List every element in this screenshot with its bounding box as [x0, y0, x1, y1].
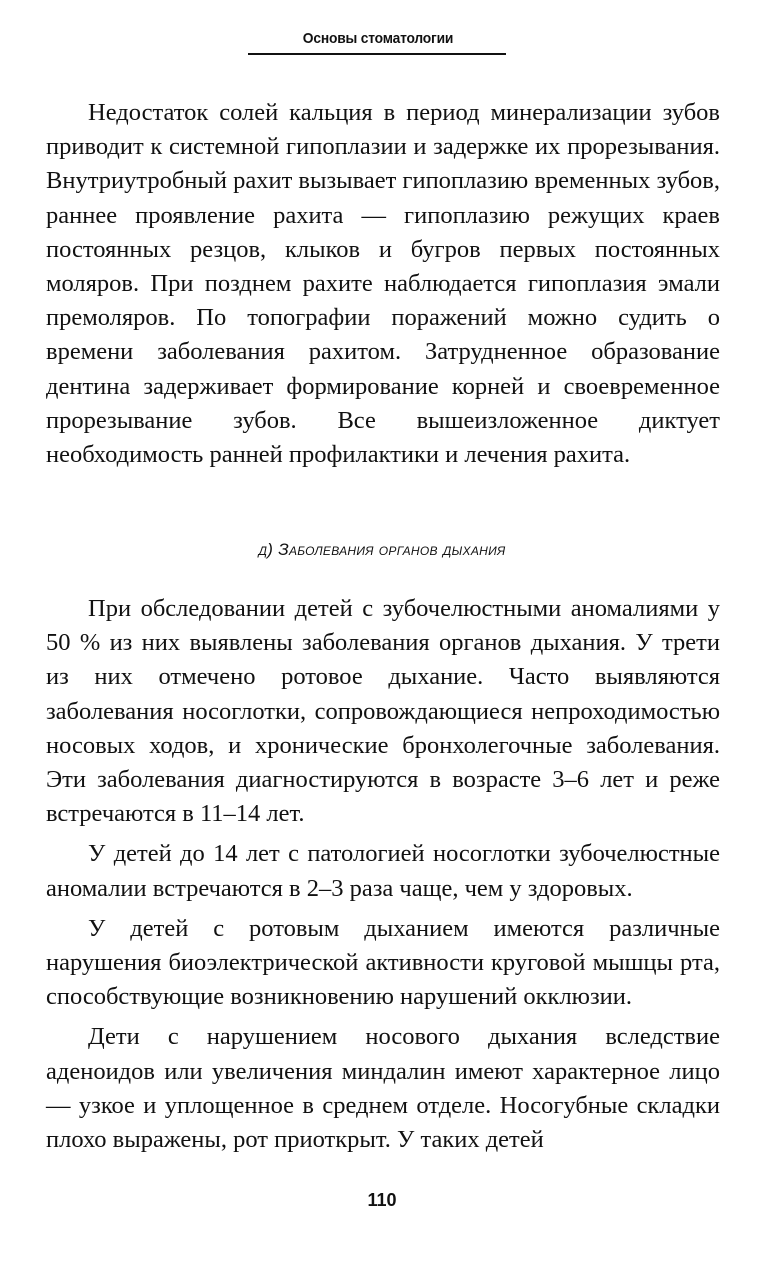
section-heading: д) Заболевания органов дыхания	[258, 540, 506, 559]
page-number: 110	[367, 1190, 397, 1210]
paragraph: Дети с нарушением носового дыхания вследствие аденоидов или увеличения миндалин имеют характерное лицо — узкое и уплощенное в среднем отделе. Носогубные складки плохо выражены, рот приоткрыт. У таких детей	[46, 1023, 720, 1154]
paragraph: У детей с ротовым дыханием имеются различные нарушения биоэлектрической активности круговой мышцы рта, способствующие возникновению нарушений окклюзии.	[46, 914, 720, 1011]
paragraph: Недостаток солей кальция в период минерализации зубов приводит к системной гипоплазии и задержке их прорезывания. Внутриутробный рахит вызывает гипоплазию временных зубов, раннее проявление рахита — гипоплазию режущих краев постоянных резцов, клыков и бугров первых постоянных моляров. При позднем рахите наблюдается гипоплазия эмали премоляров. По топографии поражений можно судить о времени заболевания рахитом. Затрудненное образование дентина задерживает формирование корней и своевременное прорезывание зубов. Все вышеизложенное диктует необходимость ранней профилактики и лечения рахита.	[46, 99, 720, 469]
running-title: Основы стоматологии	[302, 30, 454, 47]
section-2-text	[46, 592, 720, 1157]
section-1-text	[46, 96, 720, 472]
paragraph: У детей до 14 лет с патологией носоглотки зубочелюстные аномалии встречаются в 2–3 раза чаще, чем у здоровых.	[46, 840, 720, 902]
header-rule	[248, 53, 506, 55]
paragraph: При обследовании детей с зубочелюстными аномалиями у 50 % из них выявлены заболевания органов дыхания. У трети из них отмечено ротовое дыхание. Часто выявляются заболевания носоглотки, сопровождающиеся непроходимостью носовых ходов, и хронические бронхолегочные заболевания. Эти заболевания диагностируются в возрасте 3–6 лет и реже встречаются в 11–14 лет.	[46, 595, 720, 828]
